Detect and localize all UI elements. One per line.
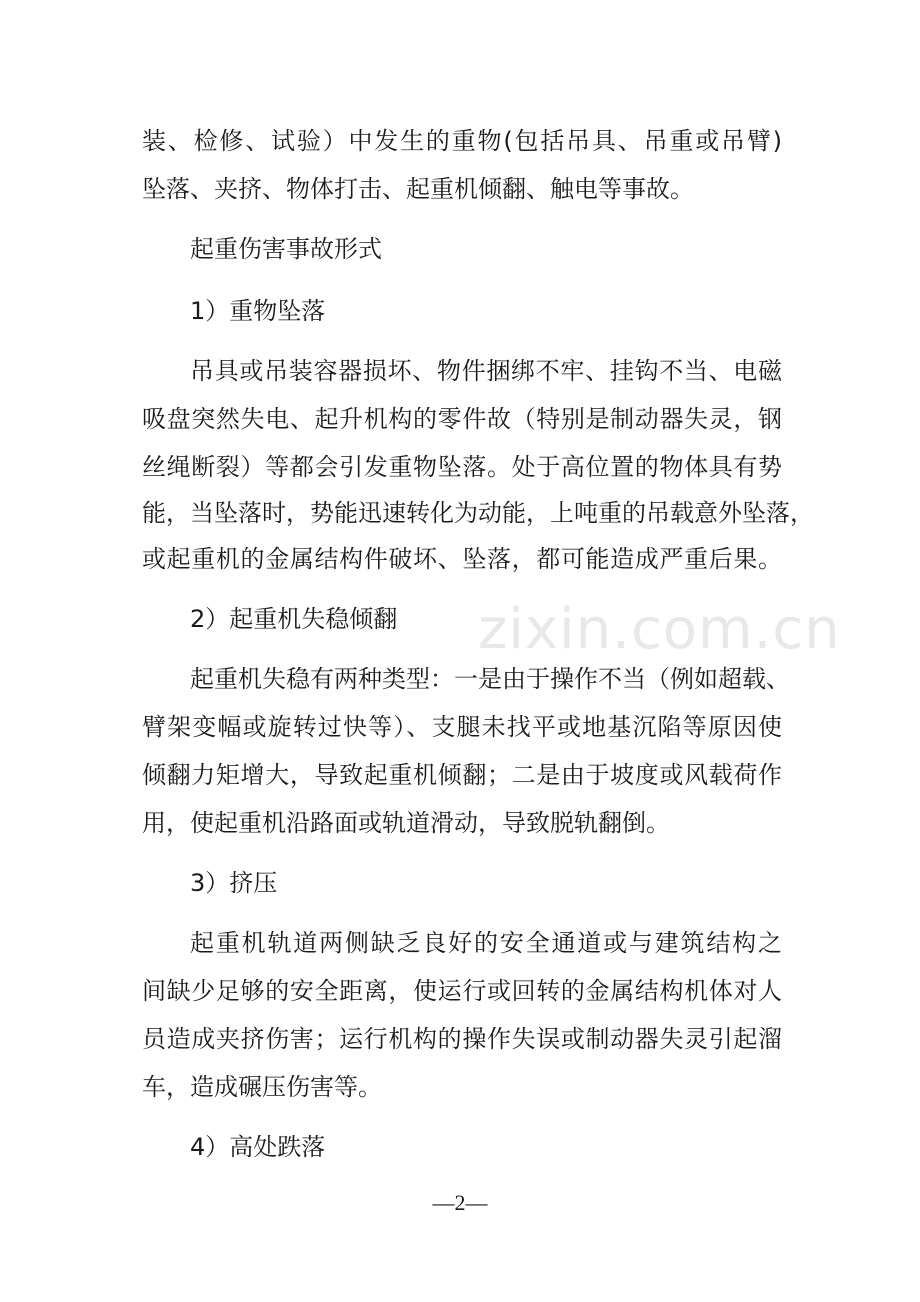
page-number: —2— bbox=[432, 1190, 488, 1215]
subsection-heading: 4）高处跌落 bbox=[190, 1133, 326, 1161]
body-text-line: 臂架变幅或旋转过快等）、支腿未找平或地基沉陷等原因使 bbox=[142, 713, 782, 741]
body-text-line: 坠落、夹挤、物体打击、起重机倾翻、触电等事故。 bbox=[142, 175, 694, 203]
body-text-line: 车，造成碾压伤害等。 bbox=[142, 1073, 382, 1101]
subsection-heading: 1）重物坠落 bbox=[190, 297, 326, 325]
subsection-heading: 2）起重机失稳倾翻 bbox=[190, 605, 398, 633]
body-text-line: 吸盘突然失电、起升机构的零件故（特别是制动器失灵，钢 bbox=[142, 405, 782, 433]
subsection-heading: 3）挤压 bbox=[190, 869, 278, 897]
watermark-text: zixin.com.cn bbox=[478, 597, 841, 662]
body-text-line: 间缺少足够的安全距离，使运行或回转的金属结构机体对人 bbox=[142, 977, 782, 1005]
body-text-line: 起重机轨道两侧缺乏良好的安全通道或与建筑结构之 bbox=[190, 929, 782, 957]
body-text-line: 装、检修、试验）中发生的重物(包括吊具、吊重或吊臂) bbox=[142, 127, 782, 155]
body-text-line: 或起重机的金属结构件破坏、坠落，都可能造成严重后果。 bbox=[142, 545, 782, 573]
body-text-line: 员造成夹挤伤害；运行机构的操作失误或制动器失灵引起溜 bbox=[142, 1025, 782, 1053]
body-text-line: 倾翻力矩增大，导致起重机倾翻；二是由于坡度或风载荷作 bbox=[142, 761, 782, 789]
body-text-line: 起重机失稳有两种类型：一是由于操作不当（例如超载、 bbox=[190, 665, 790, 693]
section-heading: 起重伤害事故形式 bbox=[190, 235, 382, 263]
body-text-line: 用，使起重机沿路面或轨道滑动，导致脱轨翻倒。 bbox=[142, 809, 670, 837]
body-text-line: 能，当坠落时，势能迅速转化为动能，上吨重的吊载意外坠落， bbox=[142, 499, 814, 527]
body-text-line: 吊具或吊装容器损坏、物件捆绑不牢、挂钩不当、电磁 bbox=[190, 357, 782, 385]
body-text-line: 丝绳断裂）等都会引发重物坠落。处于高位置的物体具有势 bbox=[142, 453, 782, 481]
